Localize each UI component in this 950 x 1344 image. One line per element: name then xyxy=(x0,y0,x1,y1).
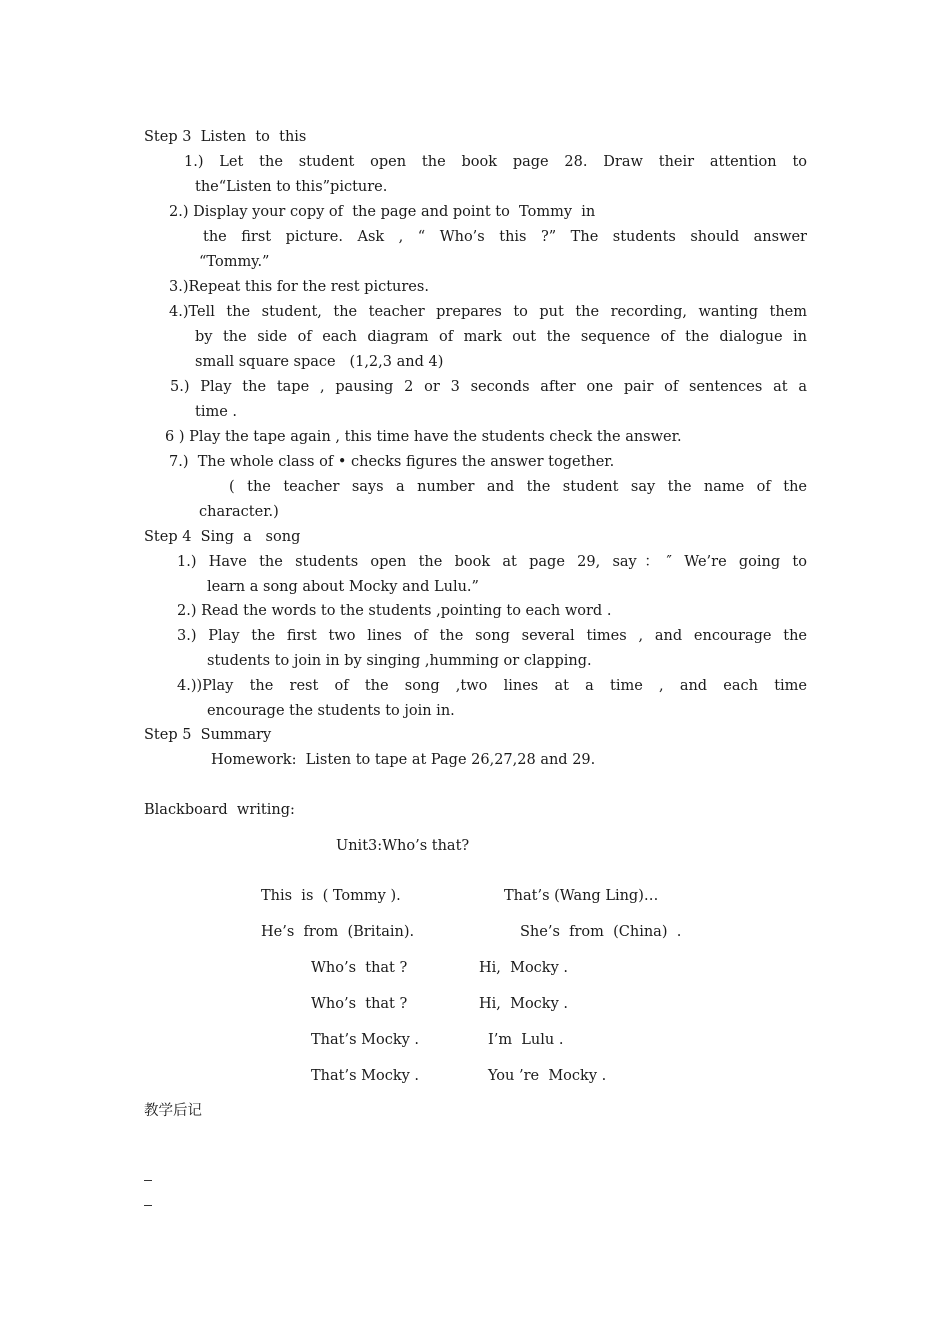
step3-item2-line2: the first picture. Ask , “ Who’s this ?” The students should answer xyxy=(203,229,807,245)
step3-item2-line1: 2.) Display your copy of the page and point to Tommy in xyxy=(169,204,596,220)
step3-item1-line2: the“Listen to this”picture. xyxy=(195,179,388,195)
blackboard-heading: Blackboard writing: xyxy=(144,802,295,818)
blackboard-row5-right: I’m Lulu . xyxy=(488,1032,564,1048)
step3-item4-line2: by the side of each diagram of mark out the sequence of the dialogue in xyxy=(195,329,807,345)
blackboard-row6-left: That’s Mocky . xyxy=(311,1068,420,1084)
blackboard-row1-left: This is ( Tommy ). xyxy=(261,888,401,904)
step4-item2-line1: 2.) Read the words to the students ,pointing to each word . xyxy=(177,603,612,619)
blank-line-1 xyxy=(144,1180,152,1181)
step3-item2-line3: “Tommy.” xyxy=(199,254,270,270)
blackboard-title: Unit3:Who’s that? xyxy=(336,838,470,854)
step4-item3-line2: students to join in by singing ,humming or clapping. xyxy=(207,653,592,669)
blackboard-row4-left: Who’s that ? xyxy=(311,996,408,1012)
step5-heading: Step 5 Summary xyxy=(144,727,272,743)
homework-line: Homework: Listen to tape at Page 26,27,28 and 29. xyxy=(211,752,596,768)
step3-item5-line2: time . xyxy=(195,404,238,420)
blank-line-2 xyxy=(144,1205,152,1206)
step3-heading: Step 3 Listen to this xyxy=(144,129,307,145)
step3-item5-line1: 5.) Play the tape , pausing 2 or 3 seconds after one pair of sentences at a xyxy=(170,379,807,395)
blackboard-row6-right: You ’re Mocky . xyxy=(488,1068,607,1084)
step3-item6-line1: 6 ) Play the tape again , this time have the students check the answer. xyxy=(165,429,682,445)
step3-item1-line1: 1.) Let the student open the book page 28. Draw their attention to xyxy=(184,154,807,170)
step4-item4-line1: 4.))Play the rest of the song ,two lines at a time , and each time xyxy=(177,678,807,694)
blackboard-row2-right: She’s from (China) . xyxy=(520,924,682,940)
step3-item7-line1: 7.) The whole class of • checks figures the answer together. xyxy=(169,454,615,470)
blackboard-row3-left: Who’s that ? xyxy=(311,960,408,976)
step4-item1-line2: learn a song about Mocky and Lulu.” xyxy=(207,579,479,595)
blackboard-row5-left: That’s Mocky . xyxy=(311,1032,420,1048)
step3-item3-line1: 3.)Repeat this for the rest pictures. xyxy=(169,279,429,295)
step4-item3-line1: 3.) Play the first two lines of the song several times , and encourage the xyxy=(177,628,807,644)
step4-item1-line1: 1.) Have the students open the book at page 29, say：″ We’re going to xyxy=(177,554,807,570)
step3-item4-line3: small square space (1,2,3 and 4) xyxy=(195,354,444,370)
step3-item4-line1: 4.)Tell the student, the teacher prepares to put the recording, wanting them xyxy=(169,304,807,320)
blackboard-row4-right: Hi, Mocky . xyxy=(479,996,569,1012)
blackboard-row1-right: That’s (Wang Ling)… xyxy=(504,888,659,904)
step4-heading: Step 4 Sing a song xyxy=(144,529,301,545)
blackboard-row3-right: Hi, Mocky . xyxy=(479,960,569,976)
step3-item7-line2: ( the teacher says a number and the student say the name of the xyxy=(229,479,807,495)
step4-item4-line2: encourage the students to join in. xyxy=(207,703,455,719)
blackboard-row2-left: He’s from (Britain). xyxy=(261,924,415,940)
teaching-notes-label: 教学后记 xyxy=(144,1103,202,1119)
step3-item7-line3: character.) xyxy=(199,504,279,520)
